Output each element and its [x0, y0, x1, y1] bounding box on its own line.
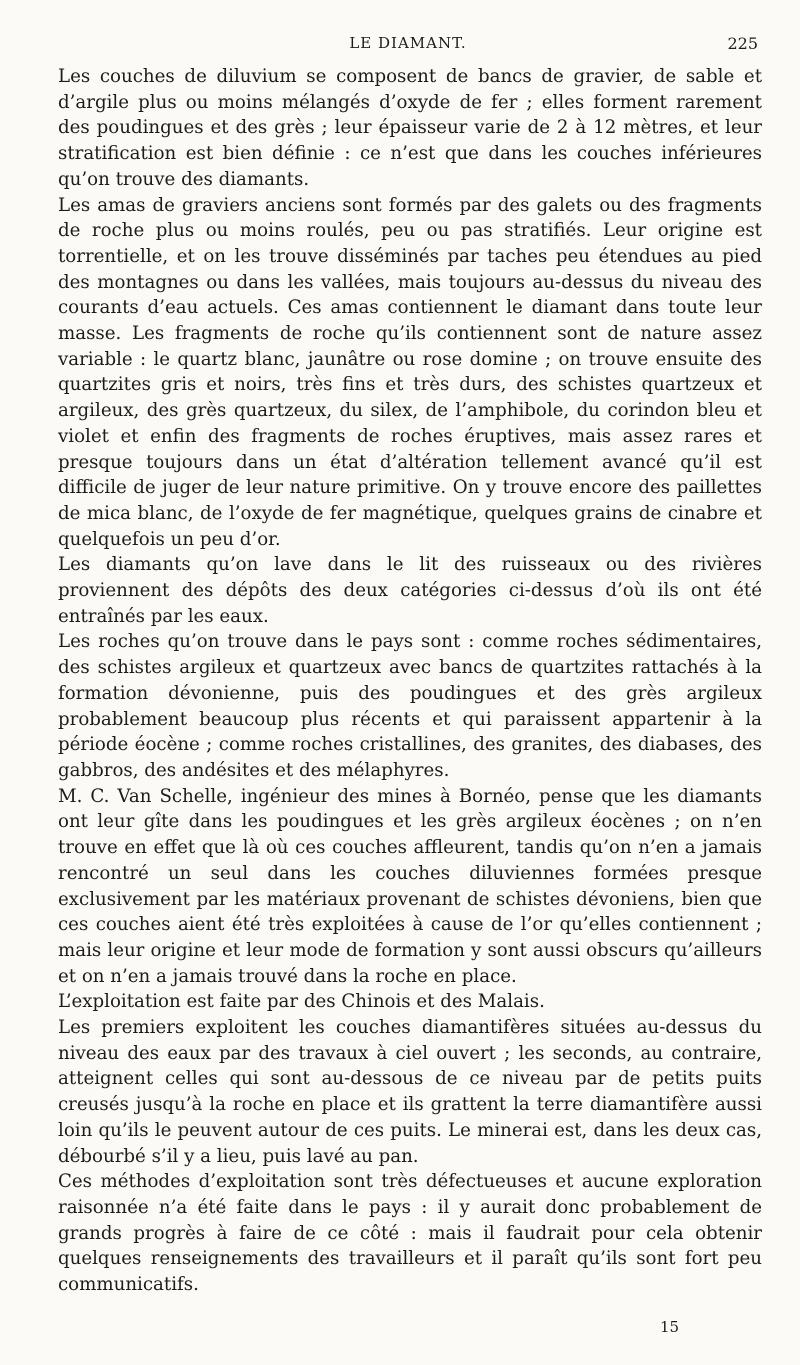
- signature-mark: 15: [660, 1318, 680, 1336]
- paragraph: Les premiers exploitent les couches diamantifères situées au-dessus du niveau des eaux par des travaux à ciel ouvert ; les seconds, au contraire, atteignent celles qui sont au-dessous de ce niveau par de petits puits creusés jusqu’à la roche en place et ils grattent la terre diamantifère aussi loin qu’ils le peuvent autour de ces puits. Le minerai est, dans les deux cas, débourbé s’il y a lieu, puis lavé au pan.: [58, 1017, 762, 1167]
- paragraph: Les roches qu’on trouve dans le pays sont : comme roches sédimentaires, des schistes argileux et quartzeux avec bancs de quartzites rattachés à la formation dévonienne, puis des poudingues et des grès argileux probablement beaucoup plus récents et qui paraissent appartenir à la période éocène ; comme roches cristallines, des granites, des diabases, des gabbros, des andésites et des mélaphyres.: [58, 631, 762, 781]
- paragraph: Ces méthodes d’exploitation sont très défectueuses et aucune exploration raisonnée n’a été faite dans le pays : il y aurait donc probablement de grands progrès à faire de ce côté : mais il faudrait pour cela obtenir quelques renseignements des travailleurs et il paraît qu’ils sont fort peu communicatifs.: [58, 1171, 762, 1296]
- page-number: 225: [727, 34, 758, 53]
- body-text: [58, 64, 762, 1298]
- paragraph: Les couches de diluvium se composent de bancs de gravier, de sable et d’argile plus ou moins mélangés d’oxyde de fer ; elles forment rarement des poudingues et des grès ; leur épaisseur varie de 2 à 12 mètres, et leur stratification est bien définie : ce n’est que dans les couches inférieures qu’on trouve des diamants.: [58, 66, 762, 190]
- paragraph: Les amas de graviers anciens sont formés par des galets ou des fragments de roche plus ou moins roulés, peu ou pas stratifiés. Leur origine est torrentielle, et on les trouve disséminés par taches peu étendues au pied des montagnes ou dans les vallées, mais toujours au-dessus du niveau des courants d’eau actuels. Ces amas contiennent le diamant dans toute leur masse. Les fragments de roche qu’ils contiennent sont de nature assez variable : le quartz blanc, jaunâtre ou rose domine ; on trouve ensuite des quartzites gris et noirs, très fins et très durs, des schistes quartzeux et argileux, des grès quartzeux, du silex, de l’amphibole, du corindon bleu et violet et enfin des fragments de roches éruptives, mais assez rares et presque toujours dans un état d’altération tellement avancé qu’il est difficile de juger de leur nature primitive. On y trouve encore des paillettes de mica blanc, de l’oxyde de fer magnétique, quelques grains de cinabre et quelquefois un peu d’or.: [58, 194, 762, 550]
- paragraph: M. C. Van Schelle, ingénieur des mines à Bornéo, pense que les diamants ont leur gîte dans les poudingues et les grès argileux éocènes ; on n’en trouve en effet que là où ces couches affleurent, tandis qu’on n’en a jamais rencontré un seul dans les couches diluviennes formées presque exclusivement par les matériaux provenant de schistes dévoniens, bien que ces couches aient été très exploitées à cause de l’or qu’elles contiennent ; mais leur origine et leur mode de formation y sont aussi obscurs qu’ailleurs et on n’en a jamais trouvé dans la roche en place.: [58, 785, 762, 987]
- page-title: LE DIAMANT.: [349, 34, 467, 52]
- running-header: [58, 34, 758, 56]
- paragraph: Les diamants qu’on lave dans le lit des ruisseaux ou des rivières proviennent des dépôts des deux catégories ci-dessus d’où ils ont été entraînés par les eaux.: [58, 554, 762, 627]
- paragraph: L’exploitation est faite par des Chinois et des Malais.: [58, 991, 545, 1013]
